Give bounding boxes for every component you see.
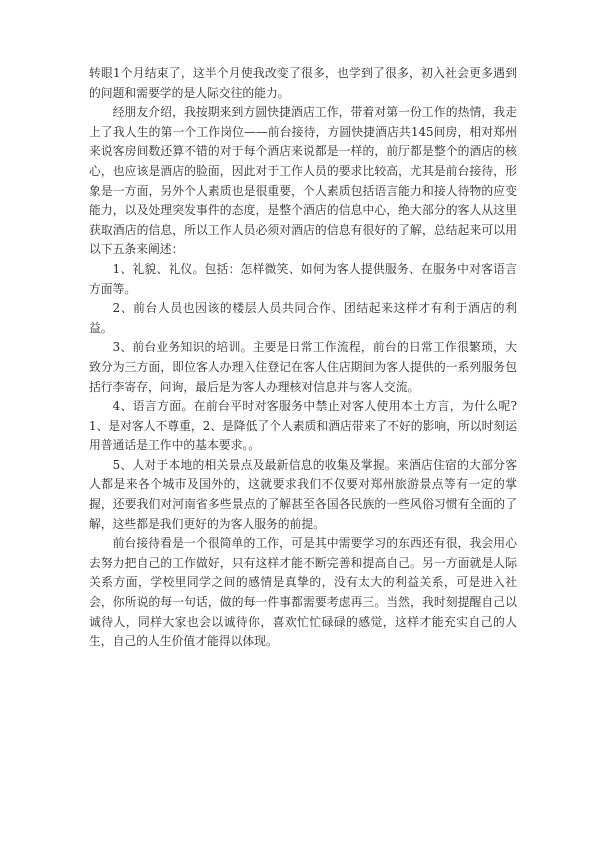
paragraph-intro: 转眼1个月结束了，这半个月使我改变了很多，也学到了很多，初入社会更多遇到的问题和需要学的是人际交往的能力。 — [89, 66, 517, 100]
paragraph-point-3-training: 3、前台业务知识的培训。主要是日常工作流程，前台的日常工作很繁琐，大致分为三方面，即位客人办理入住登记在客人住店期间为客人提供的一系列服务包括行李寄存，问询，最后是为客人办理核对信息并与客人交流。 — [89, 340, 517, 394]
paragraph-point-2-teamwork: 2、前台人员也因该的楼层人员共同合作、团结起来这样才有利于酒店的利益。 — [89, 301, 517, 335]
paragraph-point-1-etiquette: 1、礼貌、礼仪。包括：怎样微笑、如何为客人提供服务、在服务中对客语言方面等。 — [89, 261, 517, 296]
paragraph-job-introduction: 经朋友介绍，我按期来到方圆快捷酒店工作，带着对第一份工作的热情，我走上了我人生的第一个工作岗位——前台接待，方圆快捷酒店共145间房，相对郑州来说客房间数还算不错的对于每个酒店来说都是一样的，前厅都是整个的酒店的核心，也应该是酒店的脸面，因此对于工作人员的要求比较高，尤其是前台接待，形象是一方面，另外个人素质也是很重要，个人素质包括语言能力和接人待物的应变能力，以及处理突发事件的态度，是整个酒店的信息中心，绝大部分的客人从这里获取酒店的信息，所以工作人员必须对酒店的信息有很好的了解，总结起来可以用以下五条来阐述： — [89, 105, 517, 257]
paragraph-conclusion: 前台接待看是一个很简单的工作，可是其中需要学习的东西还有很，我会用心去努力把自己的工作做好，只有这样才能不断完善和提高自己。另一方面就是人际关系方面，学校里同学之间的感情是真挚的，没有太大的利益关系，可是进入社会，你所说的每一句话，做的每一件事都需要考虑再三。当然，我时刻提醒自己以诚待人，同样大家也会以诚待你，喜欢忙忙碌碌的感觉，这样才能充实自己的人生，自己的人生价值才能得以体现。 — [89, 536, 517, 649]
paragraph-point-5-local-info: 5、人对于本地的相关景点及最新信息的收集及掌握。来酒店住宿的大部分客人都是来各个城市及国外的，这就要求我们不仅要对郑州旅游景点等有一定的掌握，还要我们对河南省多些景点的了解甚至各国各民族的一些风俗习惯有全面的了解，这些都是我们更好的为客人服务的前提。 — [89, 457, 517, 531]
paragraph-point-4-language: 4、语言方面。在前台平时对客服务中禁止对客人使用本土方言，为什么呢?1、是对客人不尊重，2、是降低了个人素质和酒店带来了不好的影响，所以时刻运用普通话是工作中的基本要求。。 — [89, 399, 517, 453]
document-body — [89, 64, 517, 652]
